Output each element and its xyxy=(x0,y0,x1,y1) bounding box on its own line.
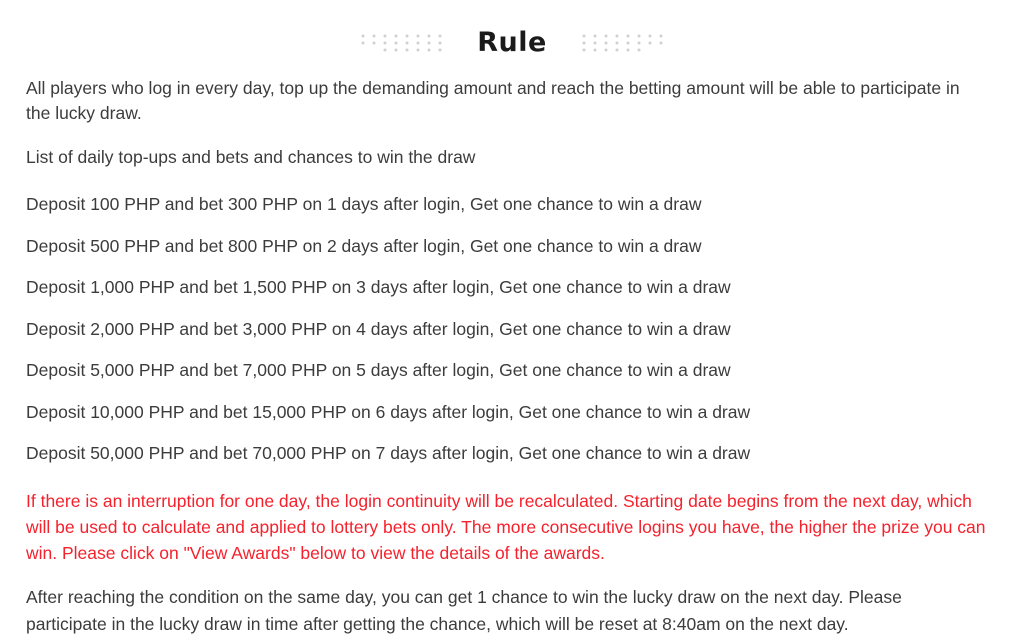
list-item: Deposit 5,000 PHP and bet 7,000 PHP on 5 days after login, Get one chance to win a draw xyxy=(26,360,731,381)
list-item: Deposit 10,000 PHP and bet 15,000 PHP on 6 days after login, Get one chance to win a draw xyxy=(26,401,751,422)
list-item: Deposit 100 PHP and bet 300 PHP on 1 days after login, Get one chance to win a draw xyxy=(26,194,702,215)
list-item: Deposit 500 PHP and bet 800 PHP on 2 days after login, Get one chance to win a draw xyxy=(26,235,702,256)
list-item: Deposit 50,000 PHP and bet 70,000 PHP on 7 days after login, Get one chance to win a draw xyxy=(26,443,751,464)
dotted-grid-icon-left xyxy=(359,32,451,52)
list-item: Deposit 2,000 PHP and bet 3,000 PHP on 4 days after login, Get one chance to win a draw xyxy=(26,318,731,339)
deposit-tier-list xyxy=(26,192,998,466)
page-title: Rule xyxy=(477,26,547,58)
list-item: Deposit 1,000 PHP and bet 1,500 PHP on 3 days after login, Get one chance to win a draw xyxy=(26,277,731,298)
rule-subheading: List of daily top-ups and bets and chances to win the draw xyxy=(26,146,476,167)
dotted-grid-icon-right xyxy=(573,32,665,52)
rule-header xyxy=(26,18,998,66)
rule-intro-text: All players who log in every day, top up the demanding amount and reach the betting amount will be able to participate in the lucky draw. xyxy=(26,78,960,124)
rule-warning-text: If there is an interruption for one day, the login continuity will be recalculated. Starting date begins from the next day, which will be used to calculate and applied to lottery bets only. The more consecutive logins you have, the higher the prize you can win. Please click on "View Awards" below to view the details of the awards. xyxy=(26,490,986,564)
rule-footer-note: After reaching the condition on the same day, you can get 1 chance to win the lucky draw on the next day. Please participate in the lucky draw in time after getting the chance, which will be reset at 8:40am on the next day. xyxy=(26,587,902,634)
